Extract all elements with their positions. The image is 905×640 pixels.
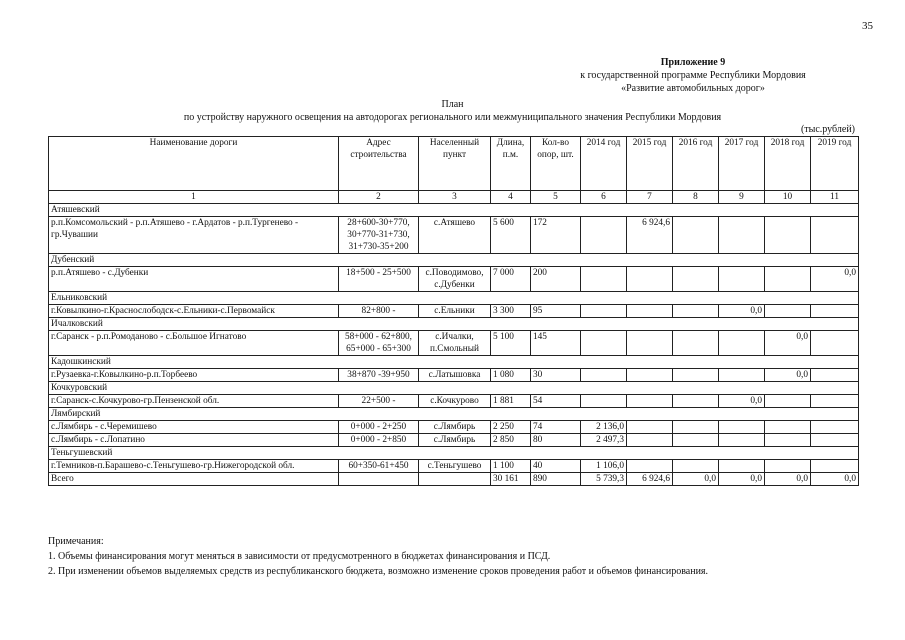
region-row [49,408,859,421]
column-number: 7 [627,191,673,204]
header-cell: 2018 год [765,137,811,191]
total-2016: 0,0 [673,473,719,486]
value-2014-cell [581,395,627,408]
road-name-cell: с.Лямбирь - с.Лопатино [49,434,339,447]
value-2017-cell [719,369,765,382]
total-length: 30 161 [491,473,531,486]
note-item: 2. При изменении объемов выделяемых средств из республиканского бюджета, возможно изменение сроков проведения работ и объемов финансирования. [48,566,709,577]
value-2015-cell [627,395,673,408]
length-cell: 1 100 [491,460,531,473]
column-number-row [49,191,859,204]
region-name: Кочкуровский [49,382,859,395]
header-cell: Населенный пункт [419,137,491,191]
value-2018-cell [765,305,811,318]
table-row [49,460,859,473]
value-2019-cell [811,421,859,434]
value-2015-cell [627,369,673,382]
region-row [49,204,859,217]
header-cell: Наименование дороги [49,137,339,191]
column-number: 1 [49,191,339,204]
table-row [49,421,859,434]
region-name: Кадошкинский [49,356,859,369]
value-2018-cell [765,421,811,434]
column-number: 4 [491,191,531,204]
value-2015-cell [627,421,673,434]
address-cell: 60+350-61+450 [339,460,419,473]
length-cell: 5 100 [491,331,531,356]
place-cell: с.Ичалки, п.Смольный [419,331,491,356]
region-name: Ичалковский [49,318,859,331]
plan-table [48,136,859,486]
value-2016-cell [673,267,719,292]
header-row [49,137,859,191]
address-cell: 28+600-30+770, 30+770-31+730, 31+730-35+200 [339,217,419,254]
road-name-cell: с.Лямбирь - с.Черемишево [49,421,339,434]
header-cell: Кол-во опор, шт. [531,137,581,191]
length-cell: 5 600 [491,217,531,254]
total-2018: 0,0 [765,473,811,486]
address-cell: 22+500 - [339,395,419,408]
region-name: Дубенский [49,254,859,267]
value-2017-cell: 0,0 [719,305,765,318]
address-cell: 0+000 - 2+850 [339,434,419,447]
value-2017-cell [719,434,765,447]
value-2014-cell [581,267,627,292]
value-2017-cell [719,331,765,356]
value-2014-cell: 1 106,0 [581,460,627,473]
plan-subtitle: по устройству наружного освещения на автодорогах регионального или межмуниципального значения Республики Мордовия [183,112,722,123]
poles-cell: 54 [531,395,581,408]
value-2016-cell [673,305,719,318]
total-2014: 5 739,3 [581,473,627,486]
table-row [49,395,859,408]
region-name: Ельниковский [49,292,859,305]
header-cell: 2015 год [627,137,673,191]
total-row [49,473,859,486]
units-label: (тыс.рублей) [800,124,855,135]
column-number: 11 [811,191,859,204]
column-number: 2 [339,191,419,204]
road-name-cell: г.Ковылкино-г.Краснослободск-с.Ельники-с.Первомайск [49,305,339,318]
value-2014-cell: 2 136,0 [581,421,627,434]
place-cell: с.Теньгушево [419,460,491,473]
table-row [49,217,859,254]
road-name-cell: г.Темников-п.Барашево-с.Теньгушево-гр.Нижегородской обл. [49,460,339,473]
road-name-cell: р.п.Комсомольский - р.п.Атяшево - г.Ардатов - р.п.Тургенево - гр.Чувашии [49,217,339,254]
value-2017-cell [719,217,765,254]
length-cell: 1 881 [491,395,531,408]
value-2017-cell: 0,0 [719,395,765,408]
note-item: 1. Объемы финансирования могут меняться в зависимости от предусмотренного в бюджетах финансирования и ПСД. [48,551,551,562]
value-2019-cell [811,331,859,356]
notes-title: Примечания: [48,536,104,547]
value-2018-cell [765,267,811,292]
value-2017-cell [719,460,765,473]
length-cell: 7 000 [491,267,531,292]
value-2016-cell [673,369,719,382]
value-2019-cell [811,460,859,473]
total-place-cell [419,473,491,486]
road-name-cell: г.Рузаевка-г.Ковылкино-р.п.Торбеево [49,369,339,382]
region-row [49,254,859,267]
header-cell: 2016 год [673,137,719,191]
poles-cell: 40 [531,460,581,473]
length-cell: 2 250 [491,421,531,434]
value-2018-cell [765,395,811,408]
notes-block [48,534,708,579]
region-name: Атяшевский [49,204,859,217]
value-2015-cell [627,460,673,473]
plan-table-body [49,204,859,486]
value-2019-cell [811,369,859,382]
place-cell: с.Латышовка [419,369,491,382]
region-row [49,356,859,369]
column-number: 5 [531,191,581,204]
value-2018-cell: 0,0 [765,331,811,356]
value-2018-cell [765,460,811,473]
value-2016-cell [673,217,719,254]
place-cell: с.Кочкурово [419,395,491,408]
value-2018-cell [765,217,811,254]
place-cell: с.Лямбирь [419,421,491,434]
value-2016-cell [673,331,719,356]
table-row [49,305,859,318]
header-cell: 2019 год [811,137,859,191]
value-2015-cell [627,331,673,356]
value-2015-cell: 6 924,6 [627,217,673,254]
poles-cell: 145 [531,331,581,356]
value-2016-cell [673,395,719,408]
value-2015-cell [627,434,673,447]
total-2015: 6 924,6 [627,473,673,486]
address-cell: 18+500 - 25+500 [339,267,419,292]
length-cell: 2 850 [491,434,531,447]
column-number: 10 [765,191,811,204]
value-2018-cell: 0,0 [765,369,811,382]
place-cell: с.Лямбирь [419,434,491,447]
poles-cell: 80 [531,434,581,447]
place-cell: с.Поводимово, с.Дубенки [419,267,491,292]
value-2019-cell [811,305,859,318]
region-row [49,382,859,395]
value-2014-cell [581,369,627,382]
total-poles: 890 [531,473,581,486]
header-cell: 2014 год [581,137,627,191]
column-number: 6 [581,191,627,204]
poles-cell: 200 [531,267,581,292]
table-row [49,369,859,382]
road-name-cell: р.п.Атяшево - с.Дубенки [49,267,339,292]
value-2019-cell [811,434,859,447]
total-label: Всего [49,473,339,486]
plan-title: План [441,99,464,110]
appendix-line-1: к государственной программе Республики Мордовия [580,70,806,81]
total-2019: 0,0 [811,473,859,486]
value-2014-cell [581,331,627,356]
column-number: 3 [419,191,491,204]
value-2014-cell: 2 497,3 [581,434,627,447]
poles-cell: 95 [531,305,581,318]
value-2016-cell [673,434,719,447]
table-row [49,331,859,356]
address-cell: 0+000 - 2+250 [339,421,419,434]
region-name: Лямбирский [49,408,859,421]
poles-cell: 30 [531,369,581,382]
table-row [49,267,859,292]
appendix-line-2: «Развитие автомобильных дорог» [621,83,765,94]
column-number: 8 [673,191,719,204]
appendix-title: Приложение 9 [660,57,726,68]
poles-cell: 172 [531,217,581,254]
value-2019-cell [811,217,859,254]
header-cell: Длина, п.м. [491,137,531,191]
header-cell: Адрес строительства [339,137,419,191]
region-row [49,447,859,460]
address-cell: 58+000 - 62+800, 65+000 - 65+300 [339,331,419,356]
length-cell: 1 080 [491,369,531,382]
value-2014-cell [581,217,627,254]
place-cell: с.Атяшево [419,217,491,254]
value-2019-cell [811,395,859,408]
value-2019-cell: 0,0 [811,267,859,292]
value-2015-cell [627,305,673,318]
value-2014-cell [581,305,627,318]
value-2015-cell [627,267,673,292]
address-cell: 38+870 -39+950 [339,369,419,382]
region-name: Теньгушевский [49,447,859,460]
poles-cell: 74 [531,421,581,434]
length-cell: 3 300 [491,305,531,318]
value-2017-cell [719,421,765,434]
table-row [49,434,859,447]
appendix-block [533,56,853,95]
region-row [49,318,859,331]
address-cell: 82+800 - [339,305,419,318]
value-2017-cell [719,267,765,292]
total-2017: 0,0 [719,473,765,486]
page-number: 35 [862,20,873,32]
value-2016-cell [673,421,719,434]
column-number: 9 [719,191,765,204]
value-2016-cell [673,460,719,473]
road-name-cell: г.Саранск-с.Кочкурово-гр.Пензенской обл. [49,395,339,408]
header-cell: 2017 год [719,137,765,191]
plan-heading [0,98,905,124]
region-row [49,292,859,305]
road-name-cell: г.Саранск - р.п.Ромоданово - с.Большое Игнатово [49,331,339,356]
place-cell: с.Ельники [419,305,491,318]
total-address-cell [339,473,419,486]
value-2018-cell [765,434,811,447]
